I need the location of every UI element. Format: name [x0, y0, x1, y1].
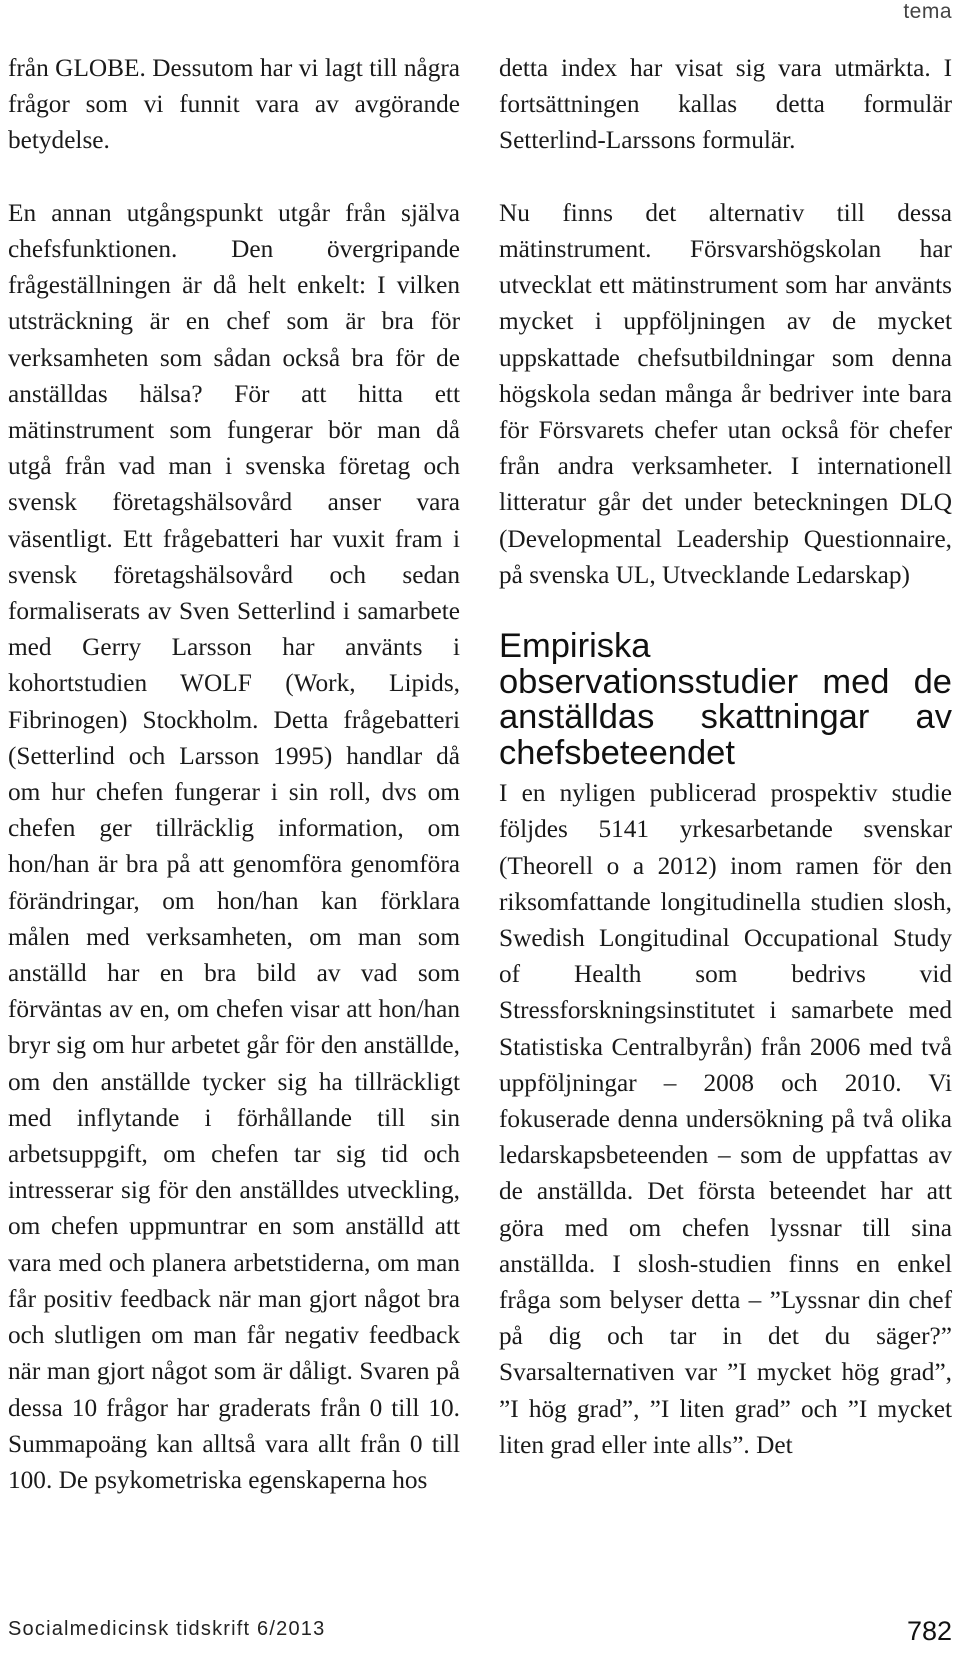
body-paragraph: Nu finns det alternativ till dessa mätinstrument. Försvarshögskolan har utvecklat ett mätinstrument som har använts mycket i uppföljningen av de mycket uppskattade chefsutbildningar som denna högskola sedan många år bedriver inte bara för Försvarets chefer utan också för chefer från andra verksamheter. I internationell litteratur går det under beteckningen DLQ (Developmental Leadership Questionnaire, på svenska UL, Utvecklande Ledarskap) — [499, 198, 952, 589]
footer-journal-title: Socialmedicinsk tidskrift 6/2013 — [8, 1618, 326, 1640]
footer-page-number: 782 — [906, 1616, 952, 1646]
body-paragraph: från GLOBE. Dessutom har vi lagt till några frågor som vi funnit vara av avgörande betydelse. — [8, 54, 460, 155]
body-paragraph: I en nyligen publicerad prospektiv studie följdes 5141 yrkesarbetande svenskar (Theorell o a 2012) inom ramen för den riksomfattande longitudinella studien slosh, Swedish Longitudinal Occupational Study of Health som bedrivs vid Stressforskningsinstitutet i samarbete med Statistiska Centralbyrån) från 2006 med två uppföljningar – 2008 och 2010. Vi fokuserade denna undersökning på två olika ledarskapsbeteenden – som de uppfattas av de anställda. Det första beteendet har att göra med om chefen lyssnar till sina anställda. I slosh-studien finns en enkel fråga som belyser detta – ”Lyssnar din chef på dig och tar in det du säger?” Svarsalternativen var ”I mycket hög grad”, ”I hög grad”, ”I liten grad” och ”I mycket liten grad eller inte alls”. Det — [499, 779, 952, 1459]
body-paragraph: detta index har visat sig vara utmärkta. I fortsättningen kallas detta formulär Setterlind-Larssons formulär. — [499, 54, 952, 155]
section-heading: Empiriska observationsstudier med de anställdas skattningar av chefsbeteendet — [499, 627, 952, 772]
section-tag: tema — [903, 0, 952, 23]
right-column — [499, 50, 952, 1467]
body-paragraph: En annan utgångspunkt utgår från själva chefsfunktionen. Den övergripande frågeställningen är då helt enkelt: I vilken utsträckning är en chef som är bra för verksamheten som sådan också bra för de anställdas hälsa? För att hitta ett mätinstrument som fungerar bör man då utgå från vad man i svenska företag och svensk företagshälsovård anser vara väsentligt. Ett frågebatteri har vuxit fram i svensk företagshälsovård och sedan formaliserats av Sven Setterlind i samarbete med Gerry Larsson har använts i kohortstudien WOLF (Work, Lipids, Fibrinogen) Stockholm. Detta frågebatteri (Setterlind och Larsson 1995) handlar då om hur chefen fungerar i sin roll, dvs om chefen ger tillräcklig information, om hon/han är bra på att genomföra genomföra förändringar, om hon/han kan förklara målen med verksamheten, om man som anställd har en bra bild av vad som förväntas av en, om chefen visar att hon/han bryr sig om hur arbetet går för den anställde, om den anställde tycker sig ha tillräckligt med inflytande i förhållande till sin arbetsuppgift, om chefen tar sig tid och intresserar sig för den anställdes utveckling, om chefen uppmuntrar en som anställd att vara med och planera arbetstiderna, om man får positiv feedback när man gjort något bra och slutligen om man får negativ feedback när man gjort något som är dåligt. Svaren på dessa 10 frågor har graderats från 0 till 10. Summapoäng kan alltså vara allt från 0 till 100. De psykometriska egenskaperna hos — [8, 198, 460, 1494]
left-column — [8, 50, 460, 1502]
